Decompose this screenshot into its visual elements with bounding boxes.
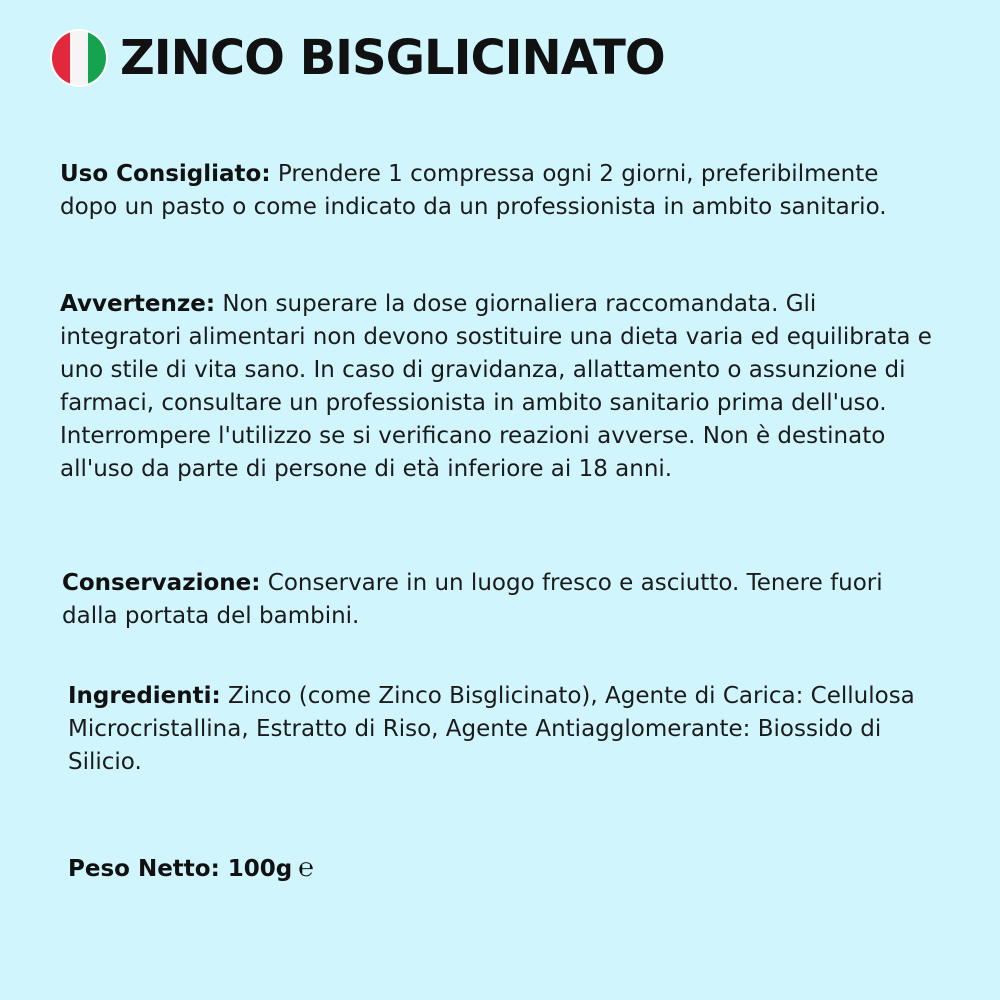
section-conservazione — [62, 567, 932, 633]
conservazione-label: Conservazione: — [62, 570, 261, 596]
section-avvertenze — [60, 288, 940, 486]
section-ingredienti — [68, 680, 918, 779]
avvertenze-label: Avvertenze: — [60, 291, 216, 317]
product-title: ZINCO BISGLICINATO — [120, 30, 665, 86]
estimated-sign-icon: ℮ — [298, 853, 314, 883]
italian-flag-icon — [52, 31, 106, 85]
peso-netto — [68, 852, 314, 886]
conservazione-text: Conservare in un luogo fresco e asciutto. Tenere fuori dalla portata del bambini. — [62, 570, 883, 629]
peso-netto-text: Peso Netto: 100g — [68, 856, 293, 882]
ingredienti-text: Zinco (come Zinco Bisglicinato), Agente di Carica: Cellulosa Microcristallina, Estratto di Riso, Agente Antiagglomerante: Biossido di Silicio. — [68, 683, 915, 775]
uso-consigliato-label: Uso Consigliato: — [60, 161, 271, 187]
flag-white-stripe — [70, 31, 88, 85]
flag-green-stripe — [88, 31, 106, 85]
section-uso-consigliato — [60, 158, 940, 224]
header — [52, 30, 665, 86]
ingredienti-label: Ingredienti: — [68, 683, 221, 709]
flag-red-stripe — [52, 31, 70, 85]
avvertenze-text: Non superare la dose giornaliera raccomandata. Gli integratori alimentari non devono sostituire una dieta varia ed equilibrata e uno stile di vita sano. In caso di gravidanza, allattamento o assunzione di farmaci, consultare un professionista in ambito sanitario prima dell'uso. Interrompere l'utilizzo se si verificano reazioni avverse. Non è destinato all'uso da parte di persone di età inferiore ai 18 anni. — [60, 291, 932, 482]
uso-consigliato-text: Prendere 1 compressa ogni 2 giorni, preferibilmente dopo un pasto o come indicato da un professionista in ambito sanitario. — [60, 161, 887, 220]
